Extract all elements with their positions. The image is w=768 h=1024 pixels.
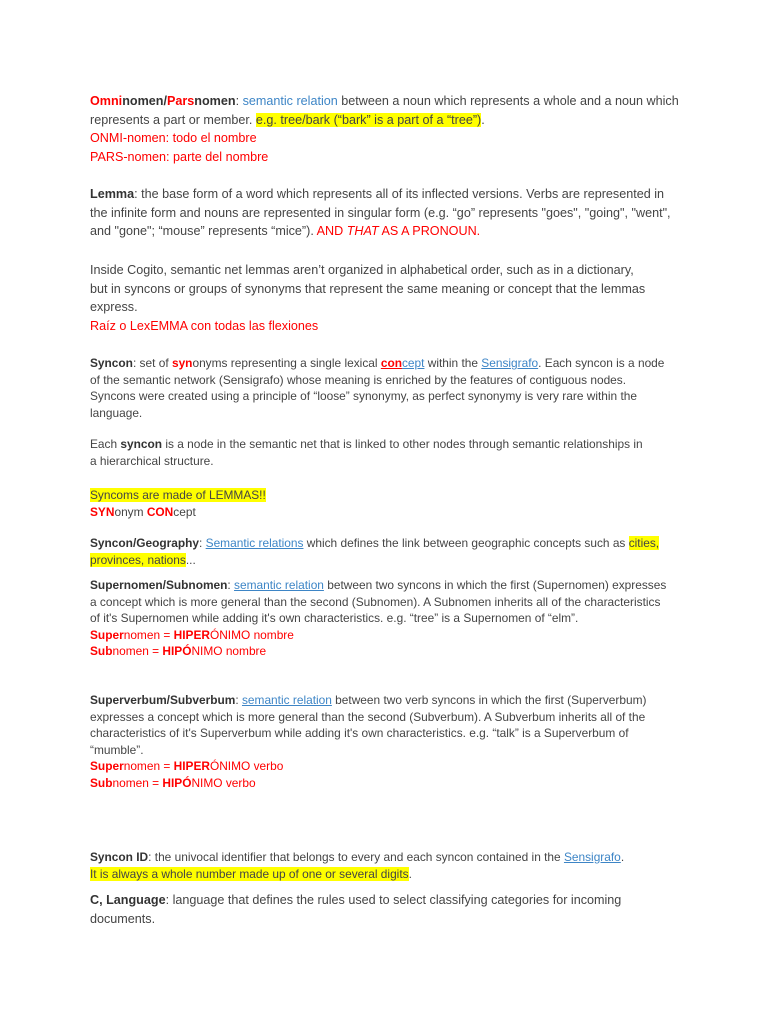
term-syn: SYN: [90, 504, 115, 519]
body-text: within the: [424, 356, 482, 370]
colon: :: [199, 536, 206, 550]
supernomen-definition: [90, 577, 670, 660]
body-text: between two syncons in which the first (Supernomen) expresses a concept which is more general than the second (Subnomen). A Subnomen inherits all of the characteristics of it's Supernomen while adding it's own characteristics. e.g. “tree” is a Supernomen of “elm”.: [90, 578, 667, 626]
body-text: onym: [114, 504, 147, 519]
body-text: : set of: [132, 356, 172, 370]
semantic-relation-link[interactable]: semantic relation: [234, 578, 324, 592]
highlighted-examples: cities, provinces, nations: [90, 536, 660, 567]
term-superverbum: Superverbum/Subverbum: [90, 693, 236, 707]
syncon-definition: [90, 355, 670, 421]
body-text: onyms representing a single lexical: [192, 356, 381, 370]
semantic-relation-text: semantic relation: [242, 94, 338, 108]
body-text: Each: [90, 437, 121, 451]
colon: :: [235, 94, 240, 108]
red-note-italic: THAT: [346, 224, 379, 238]
body-text: cept: [173, 504, 196, 519]
red-bold: HIPER: [173, 627, 210, 642]
term-geography: Syncon/Geography: [90, 536, 200, 550]
geography-definition: [90, 535, 680, 568]
red-text: nomen =: [123, 627, 174, 642]
each-syncon-paragraph: [90, 436, 650, 469]
red-text: nomen =: [112, 644, 163, 659]
body-text: between two verb syncons in which the first (Superverbum) expresses a concept which is more general than the second (Subverbum). A Subverbum inherits all of the characteristics of it's Superverbum while adding it's own characteristics. e.g. “talk” is a Superverbum of “mumble”.: [90, 693, 647, 757]
red-note: .: [476, 224, 481, 238]
red-text: ÓNIMO nombre: [209, 627, 294, 642]
term-con: CON: [146, 504, 174, 519]
red-bold: HIPER: [173, 759, 210, 774]
body-text: ...: [185, 552, 196, 567]
term-pars: Pars: [166, 94, 195, 108]
lemma-definition: [90, 185, 680, 241]
sensigrafo-link[interactable]: Sensigrafo: [563, 850, 621, 864]
cept-text: cept: [401, 356, 425, 370]
term-nomen: nomen: [194, 94, 236, 108]
body-text: which defines the link between geographic concepts such as: [303, 536, 629, 550]
note-pars: PARS-nomen: parte del nombre: [90, 149, 269, 164]
term-nomen: nomen: [122, 94, 164, 108]
note-onmi: ONMI-nomen: todo el nombre: [90, 131, 257, 145]
term-syncon-id: Syncon ID: [90, 850, 149, 864]
red-note: AND: [316, 224, 347, 238]
red-bold: Super: [90, 759, 124, 774]
syncon-id-definition: [90, 849, 630, 882]
highlighted-note: Syncoms are made of LEMMAS!!: [90, 488, 266, 502]
body-text: .: [408, 866, 412, 881]
semantic-relation-link[interactable]: semantic relation: [241, 693, 332, 707]
omninomen-definition: [90, 92, 680, 166]
cogito-paragraph: [90, 261, 650, 335]
body-text: : language that defines the rules used to select classifying categories for incoming documents.: [90, 893, 622, 926]
red-text: ÓNIMO verbo: [209, 759, 284, 774]
body-text: . Each syncon is a node of the semantic network (Sensigrafo) whose meaning is enriched by the features of contiguous nodes. Syncons were created using a principle of “loose” synonymy, as perfect synonymy is very rare within the language.: [90, 356, 665, 420]
definition-text: : the base form of a word which represents all of its inflected versions. Verbs are represented in the infinite form and nouns are represented in singular form (e.g. “go” represents "goes", "going", "went", and "gone"; “mouse” represents “mice”).: [90, 187, 671, 238]
red-text: nomen =: [112, 775, 163, 790]
body-text: Inside Cogito, semantic net lemmas aren’t organized in alphabetical order, such as in a dictionary, but in syncons or groups of synonyms that represent the same meaning or concept that the lemmas express.: [90, 263, 646, 314]
red-bold: HIPÓ: [162, 644, 192, 659]
colon: :: [227, 578, 235, 592]
definition-text: between a noun which represents a whole and a noun which represents a part or member.: [90, 94, 679, 127]
red-bold: HIPÓ: [162, 775, 192, 790]
body-text: : the univocal identifier that belongs to every and each syncon contained in the: [148, 850, 564, 864]
semantic-relations-link[interactable]: Semantic relations: [205, 536, 304, 550]
language-definition: [90, 891, 680, 928]
term-con: con: [380, 356, 402, 370]
highlighted-note: It is always a whole number made up of one or several digits: [90, 866, 409, 881]
red-text: nomen =: [123, 759, 174, 774]
red-bold: Sub: [90, 644, 113, 659]
syncoms-note: [90, 487, 650, 520]
red-text: NIMO verbo: [191, 775, 256, 790]
term-supernomen: Supernomen/Subnomen: [90, 578, 228, 592]
term-omni: Omni: [90, 94, 123, 108]
red-text: NIMO nombre: [191, 644, 267, 659]
highlighted-example: e.g. tree/bark (“bark” is a part of a “tree”): [255, 112, 482, 127]
period: .: [481, 112, 485, 127]
sensigrafo-link[interactable]: Sensigrafo: [481, 356, 539, 370]
superverbum-definition: [90, 692, 670, 792]
red-note: AS A PRONOUN: [378, 224, 477, 238]
colon: :: [235, 693, 242, 707]
term-lemma: Lemma: [90, 187, 135, 201]
body-text: is a node in the semantic net that is linked to other nodes through semantic relationships in a hierarchical structure.: [90, 437, 643, 468]
term-syn: syn: [171, 356, 193, 370]
term-syncon: Syncon: [90, 356, 133, 370]
red-bold: Super: [90, 627, 124, 642]
term-syncon: syncon: [120, 437, 163, 451]
red-bold: Sub: [90, 775, 113, 790]
body-text: .: [620, 850, 625, 864]
term-language: C, Language: [90, 893, 166, 907]
term-slash: /: [163, 94, 167, 108]
note-raiz: Raíz o LexEMMA con todas las flexiones: [90, 318, 319, 333]
